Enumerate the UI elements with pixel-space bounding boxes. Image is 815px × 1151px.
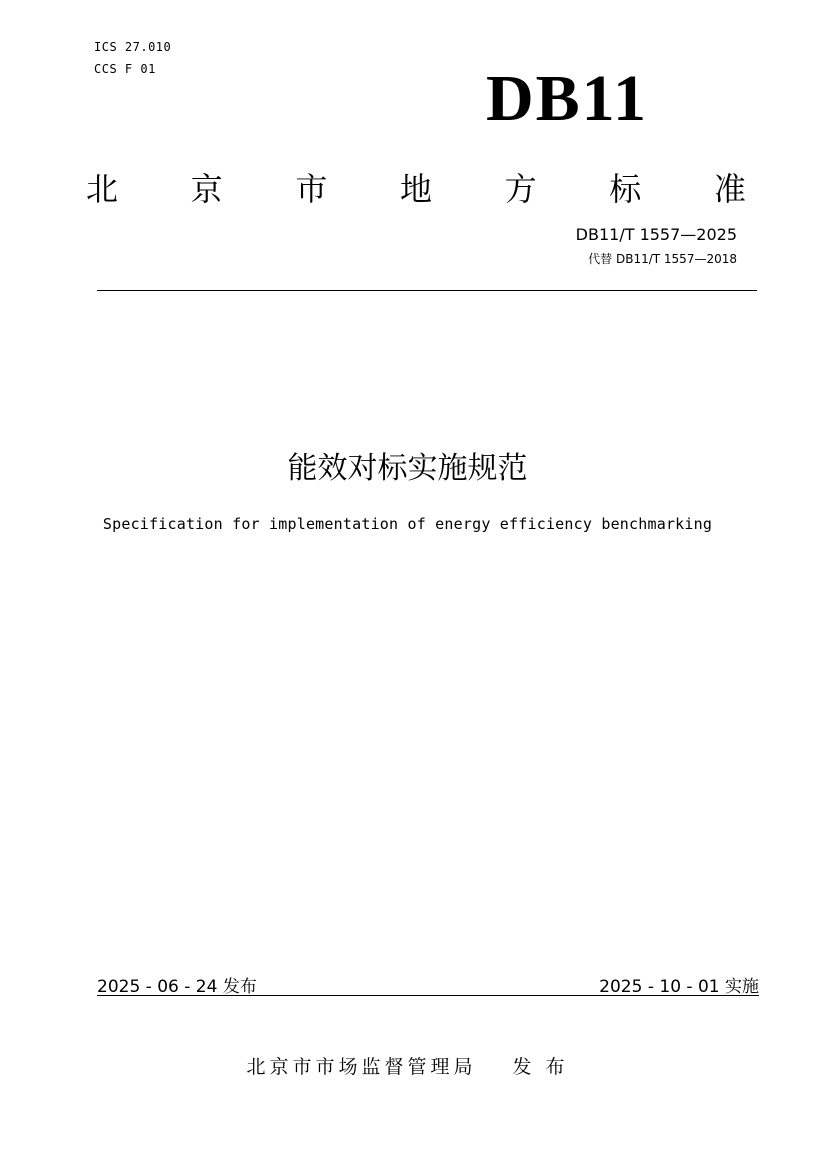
db11-logo: DB11 <box>486 62 649 135</box>
ics-code: ICS 27.010 <box>94 40 172 54</box>
implementation-date: 2025 - 10 - 01 实施 <box>599 977 759 997</box>
standard-number: DB11/T 1557—2025 <box>575 225 737 244</box>
category-char: 京 <box>190 170 223 208</box>
issuer-line <box>0 1052 815 1079</box>
issuer-name: 北京市市场监督管理局 <box>246 1056 477 1078</box>
category-char: 北 <box>86 170 119 208</box>
category-char: 地 <box>399 170 432 208</box>
category-char: 市 <box>295 170 328 208</box>
issue-word: 发 布 <box>512 1056 569 1078</box>
header-divider <box>97 290 757 291</box>
category-char: 标 <box>609 170 642 208</box>
standard-category <box>86 170 746 208</box>
replaces-standard: 代替 DB11/T 1557—2018 <box>588 252 737 266</box>
document-title-english: Specification for implementation of energy efficiency benchmarking <box>102 515 713 533</box>
category-char: 准 <box>713 170 746 208</box>
ccs-code: CCS F 01 <box>94 62 156 76</box>
publish-date: 2025 - 06 - 24 发布 <box>97 977 257 997</box>
document-title: 能效对标实施规范 <box>287 451 528 486</box>
footer-divider <box>97 995 759 996</box>
category-char: 方 <box>504 170 537 208</box>
